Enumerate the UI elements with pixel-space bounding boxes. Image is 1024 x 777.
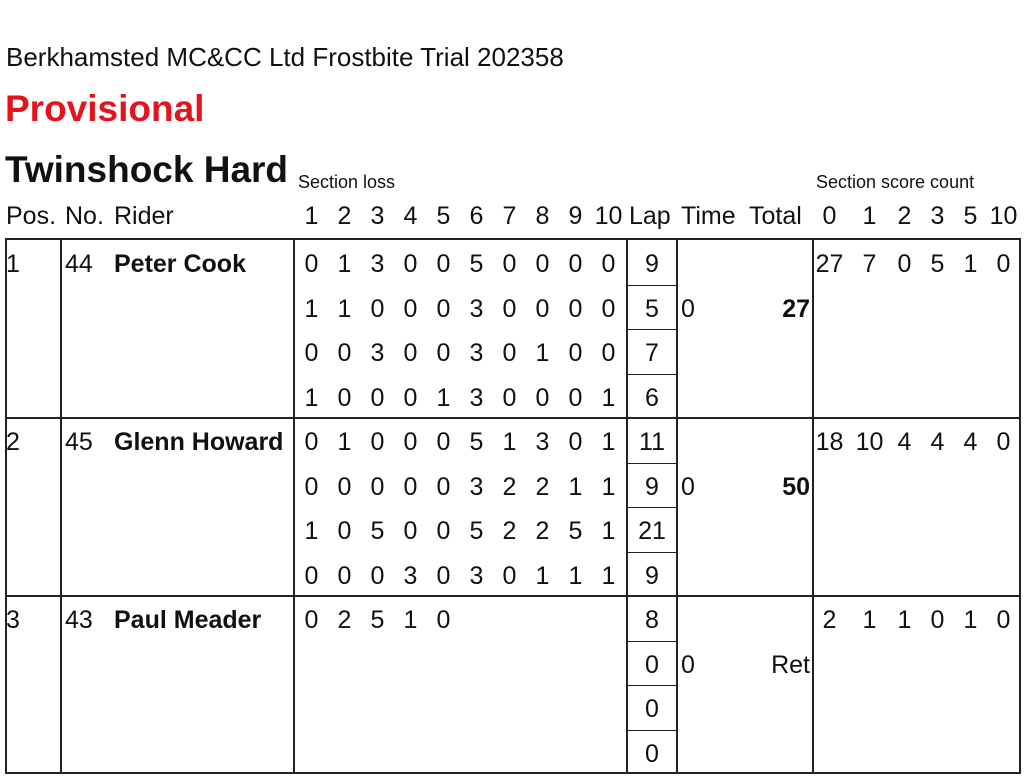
rider-number: 45 — [65, 428, 93, 456]
header-rider: Rider — [114, 202, 174, 230]
section-score: 0 — [568, 428, 583, 456]
section-score: 1 — [337, 250, 352, 278]
section-score: 1 — [535, 339, 550, 367]
section-score: 1 — [601, 561, 616, 590]
section-score: 0 — [370, 472, 385, 501]
rider-total: Ret — [771, 650, 810, 679]
section-score: 3 — [469, 339, 484, 367]
score-count-2: 0 — [897, 250, 912, 278]
rider-time: 0 — [681, 472, 695, 501]
section-score: 3 — [469, 472, 484, 501]
lap-total: 0 — [645, 650, 659, 679]
section-score: 3 — [403, 561, 418, 590]
section-score: 0 — [535, 250, 550, 278]
section-score: 2 — [535, 472, 550, 501]
section-score: 0 — [568, 250, 583, 278]
rider-number: 43 — [65, 606, 93, 634]
section-score: 0 — [370, 294, 385, 323]
header-section-10: 10 — [594, 202, 623, 230]
section-score: 0 — [337, 472, 352, 501]
section-score: 0 — [403, 339, 418, 367]
header-pos: Pos. — [6, 202, 57, 230]
header-section-3: 3 — [370, 202, 385, 230]
table-right-border — [1019, 238, 1021, 774]
section-score-count-label: Section score count — [816, 172, 975, 192]
score-count-0: 27 — [815, 250, 844, 278]
section-score: 5 — [469, 428, 484, 456]
section-score: 0 — [304, 339, 319, 367]
row-divider-2 — [5, 595, 1021, 597]
section-score: 1 — [436, 383, 451, 412]
section-score: 0 — [436, 250, 451, 278]
section-score: 0 — [436, 339, 451, 367]
section-score: 0 — [436, 561, 451, 590]
table-top-border — [5, 238, 1021, 240]
score-count-5: 4 — [963, 428, 978, 456]
section-score: 0 — [370, 561, 385, 590]
score-count-3: 4 — [930, 428, 945, 456]
rider-name: Paul Meader — [114, 606, 262, 634]
section-score: 0 — [403, 383, 418, 412]
header-count-2: 2 — [897, 202, 912, 230]
rider-time: 0 — [681, 294, 695, 323]
section-score: 0 — [502, 250, 517, 278]
col-divider-lap — [676, 238, 678, 774]
section-score: 1 — [403, 606, 418, 634]
section-score: 1 — [304, 294, 319, 323]
section-score: 0 — [436, 428, 451, 456]
rider-pos: 1 — [6, 250, 20, 278]
header-time: Time — [681, 202, 736, 230]
section-score: 0 — [370, 428, 385, 456]
section-score: 0 — [502, 561, 517, 590]
section-score: 3 — [535, 428, 550, 456]
lap-total: 9 — [645, 472, 659, 501]
header-count-1: 1 — [862, 202, 877, 230]
score-count-3: 5 — [930, 250, 945, 278]
lap-total: 7 — [645, 339, 659, 367]
lap-total: 0 — [645, 695, 659, 723]
section-score: 3 — [370, 250, 385, 278]
section-score: 0 — [304, 606, 319, 634]
section-score: 2 — [502, 517, 517, 545]
section-score: 2 — [535, 517, 550, 545]
header-section-6: 6 — [469, 202, 484, 230]
section-score: 0 — [436, 606, 451, 634]
section-score: 1 — [568, 561, 583, 590]
section-score: 0 — [337, 383, 352, 412]
lap-divider — [627, 685, 677, 686]
section-score: 0 — [304, 250, 319, 278]
score-count-1: 1 — [862, 606, 877, 634]
rider-time: 0 — [681, 650, 695, 679]
section-score: 0 — [436, 472, 451, 501]
score-count-3: 0 — [930, 606, 945, 634]
section-score: 3 — [469, 561, 484, 590]
col-divider-total — [812, 238, 814, 774]
score-count-5: 1 — [963, 606, 978, 634]
lap-total: 9 — [645, 561, 659, 590]
score-count-0: 2 — [822, 606, 837, 634]
lap-total: 6 — [645, 383, 659, 412]
rider-name: Glenn Howard — [114, 428, 284, 456]
section-score: 5 — [370, 606, 385, 634]
lap-total: 9 — [645, 250, 659, 278]
section-score: 0 — [436, 294, 451, 323]
score-count-2: 4 — [897, 428, 912, 456]
section-score: 0 — [304, 428, 319, 456]
section-score: 1 — [337, 294, 352, 323]
header-section-4: 4 — [403, 202, 418, 230]
lap-divider — [627, 507, 677, 508]
rider-total: 50 — [782, 472, 810, 501]
section-score: 0 — [403, 472, 418, 501]
section-score: 0 — [403, 517, 418, 545]
section-score: 0 — [304, 472, 319, 501]
header-count-0: 0 — [822, 202, 837, 230]
score-count-0: 18 — [815, 428, 844, 456]
section-score: 5 — [469, 517, 484, 545]
class-title: Twinshock Hard — [5, 149, 289, 190]
header-lap: Lap — [629, 202, 671, 230]
score-count-10: 0 — [996, 606, 1011, 634]
section-score: 2 — [337, 606, 352, 634]
rider-pos: 2 — [6, 428, 20, 456]
header-no: No. — [65, 202, 104, 230]
section-score: 0 — [502, 339, 517, 367]
section-score: 0 — [337, 561, 352, 590]
lap-total: 0 — [645, 739, 659, 768]
section-score: 1 — [535, 561, 550, 590]
section-score: 0 — [436, 517, 451, 545]
section-score: 1 — [502, 428, 517, 456]
section-score: 0 — [568, 383, 583, 412]
section-score: 1 — [601, 383, 616, 412]
lap-divider — [627, 374, 677, 375]
lap-total: 8 — [645, 606, 659, 634]
rider-total: 27 — [782, 294, 810, 323]
section-score: 0 — [403, 428, 418, 456]
lap-total: 21 — [638, 517, 666, 545]
lap-total: 5 — [645, 294, 659, 323]
lap-divider — [627, 552, 677, 553]
section-score: 3 — [370, 339, 385, 367]
lap-divider — [627, 730, 677, 731]
col-divider-pos — [60, 238, 62, 774]
section-score: 1 — [568, 472, 583, 501]
section-score: 0 — [568, 339, 583, 367]
section-score: 1 — [304, 517, 319, 545]
section-score: 0 — [601, 250, 616, 278]
section-score: 0 — [502, 294, 517, 323]
section-score: 1 — [601, 517, 616, 545]
table-left-border — [5, 238, 7, 774]
section-score: 5 — [568, 517, 583, 545]
score-count-1: 7 — [862, 250, 877, 278]
section-score: 1 — [601, 428, 616, 456]
section-score: 0 — [403, 250, 418, 278]
section-score: 0 — [535, 383, 550, 412]
section-score: 0 — [370, 383, 385, 412]
header-total: Total — [749, 202, 802, 230]
header-section-8: 8 — [535, 202, 550, 230]
header-count-3: 3 — [930, 202, 945, 230]
header-count-5: 5 — [963, 202, 978, 230]
score-count-2: 1 — [897, 606, 912, 634]
section-score: 0 — [304, 561, 319, 590]
table-bottom-border — [5, 772, 1021, 774]
section-score: 2 — [502, 472, 517, 501]
section-score: 0 — [601, 339, 616, 367]
section-score: 0 — [403, 294, 418, 323]
section-loss-label: Section loss — [298, 172, 396, 192]
section-score: 3 — [469, 294, 484, 323]
rider-pos: 3 — [6, 606, 20, 634]
lap-divider — [627, 641, 677, 642]
row-divider-1 — [5, 417, 1021, 419]
header-count-10: 10 — [989, 202, 1018, 230]
section-score: 0 — [535, 294, 550, 323]
section-score: 3 — [469, 383, 484, 412]
score-count-10: 0 — [996, 250, 1011, 278]
section-score: 0 — [601, 294, 616, 323]
lap-divider — [627, 463, 677, 464]
score-count-5: 1 — [963, 250, 978, 278]
section-score: 1 — [304, 383, 319, 412]
lap-divider — [627, 285, 677, 286]
rider-name: Peter Cook — [114, 250, 246, 278]
section-score: 0 — [337, 517, 352, 545]
section-score: 0 — [568, 294, 583, 323]
section-score: 0 — [502, 383, 517, 412]
provisional-status: Provisional — [5, 88, 205, 129]
section-score: 1 — [601, 472, 616, 501]
lap-divider — [627, 329, 677, 330]
header-section-9: 9 — [568, 202, 583, 230]
section-score: 5 — [469, 250, 484, 278]
section-score: 0 — [337, 339, 352, 367]
score-count-1: 10 — [855, 428, 884, 456]
header-section-7: 7 — [502, 202, 517, 230]
rider-number: 44 — [65, 250, 93, 278]
section-score: 5 — [370, 517, 385, 545]
lap-total: 11 — [639, 428, 665, 456]
col-divider-scores — [626, 238, 628, 774]
score-count-10: 0 — [996, 428, 1011, 456]
header-section-2: 2 — [337, 202, 352, 230]
section-score: 1 — [337, 428, 352, 456]
event-title: Berkhamsted MC&CC Ltd Frostbite Trial 202358 — [6, 42, 564, 72]
header-section-1: 1 — [304, 202, 319, 230]
header-section-5: 5 — [436, 202, 451, 230]
